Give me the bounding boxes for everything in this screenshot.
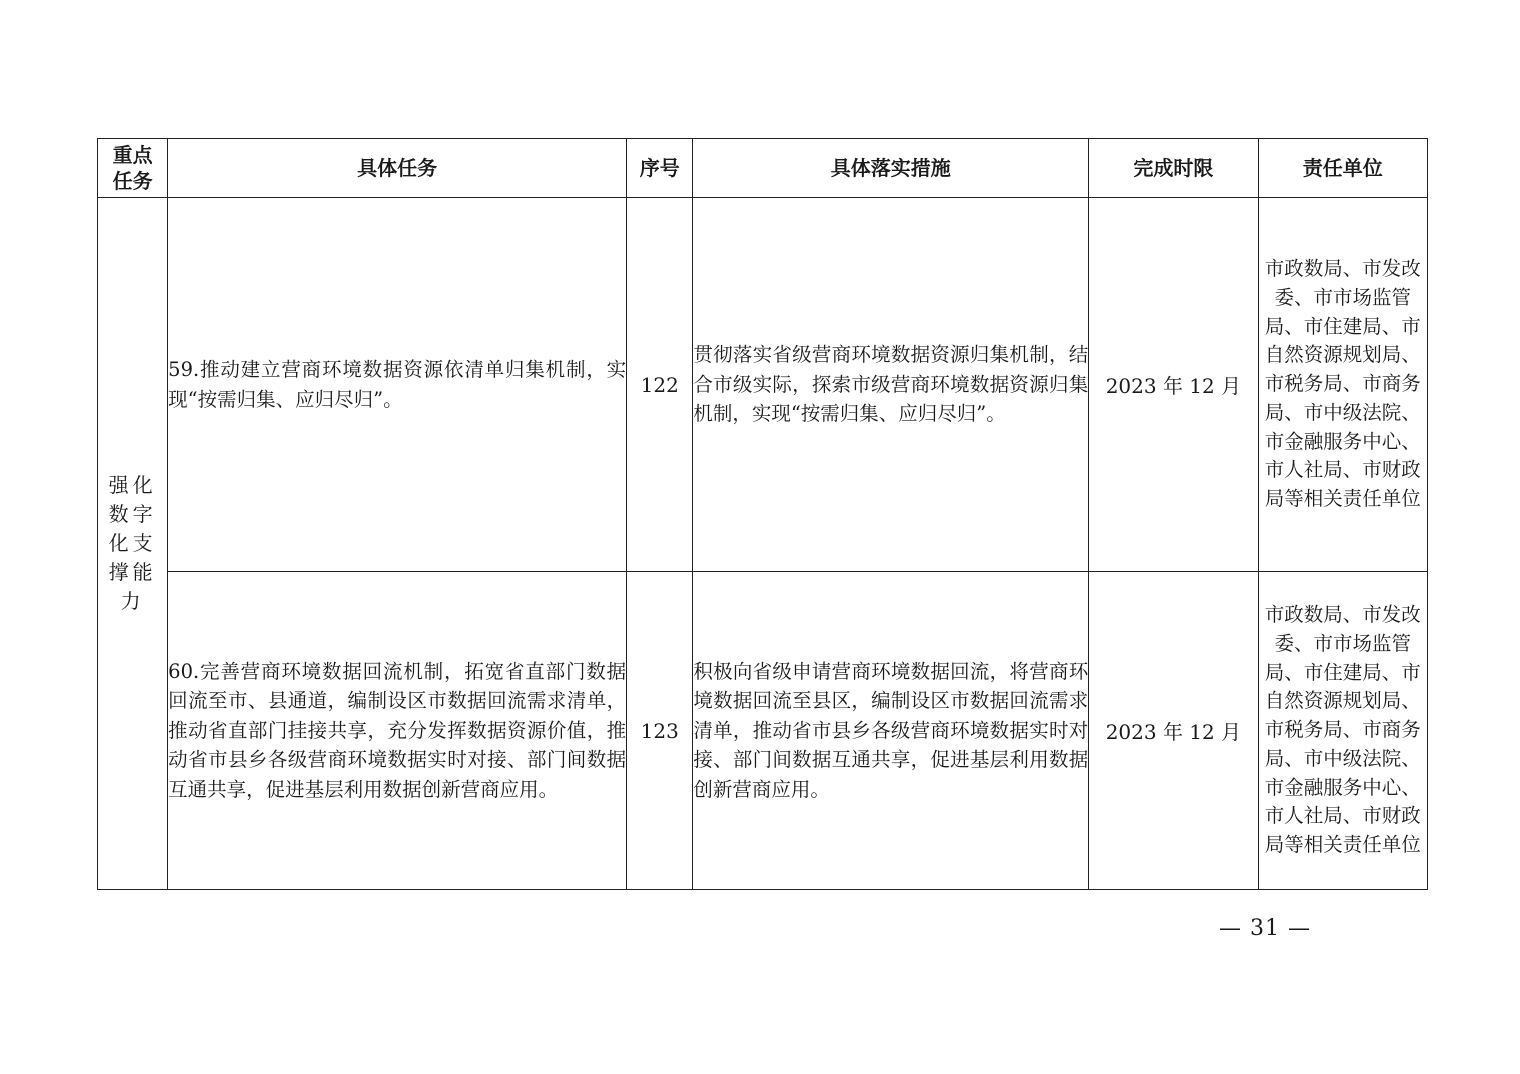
header-specific-task: 具体任务 [168, 139, 627, 198]
serial-no-cell: 122 [627, 198, 693, 572]
header-row [98, 139, 1428, 198]
header-responsible-unit: 责任单位 [1258, 139, 1427, 198]
deadline-cell: 2023 年 12 月 [1089, 198, 1258, 572]
responsible-unit-cell: 市政数局、市发改委、市市场监管局、市住建局、市自然资源规划局、市税务局、市商务局、市中级法院、市金融服务中心、市人社局、市财政局等相关责任单位 [1258, 198, 1427, 572]
table-row [98, 198, 1428, 572]
table-header [98, 139, 1428, 198]
measure-cell: 贯彻落实省级营商环境数据资源归集机制，结合市级实际，探索市级营商环境数据资源归集机制，实现“按需归集、应归尽归”。 [693, 198, 1089, 572]
page-number: — 31 — [1219, 916, 1311, 941]
key-task-cell [98, 198, 168, 890]
specific-task-cell: 60.完善营商环境数据回流机制，拓宽省直部门数据回流至市、县通道，编制设区市数据回流需求清单，推动省直部门挂接共享，充分发挥数据资源价值，推动省市县乡各级营商环境数据实时对接、部门间数据互通共享，促进基层利用数据创新营商应用。 [168, 572, 627, 890]
header-key-task-label: 重点任务 [112, 143, 153, 193]
measure-cell: 积极向省级申请营商环境数据回流，将营商环境数据回流至县区，编制设区市数据回流需求清单，推动省市县乡各级营商环境数据实时对接、部门间数据互通共享，促进基层利用数据创新营商应用。 [693, 572, 1089, 890]
serial-no-cell: 123 [627, 572, 693, 890]
task-table [97, 138, 1428, 890]
header-key-task [98, 139, 168, 198]
header-deadline: 完成时限 [1089, 139, 1258, 198]
deadline-cell: 2023 年 12 月 [1089, 572, 1258, 890]
table-row [98, 572, 1428, 890]
responsible-unit-cell: 市政数局、市发改委、市市场监管局、市住建局、市自然资源规划局、市税务局、市商务局、市中级法院、市金融服务中心、市人社局、市财政局等相关责任单位 [1258, 572, 1427, 890]
key-task-label: 强化数字化支撑能力 [108, 473, 157, 613]
header-measures: 具体落实措施 [693, 139, 1089, 198]
header-serial-no: 序号 [627, 139, 693, 198]
specific-task-cell: 59.推动建立营商环境数据资源依清单归集机制，实现“按需归集、应归尽归”。 [168, 198, 627, 572]
